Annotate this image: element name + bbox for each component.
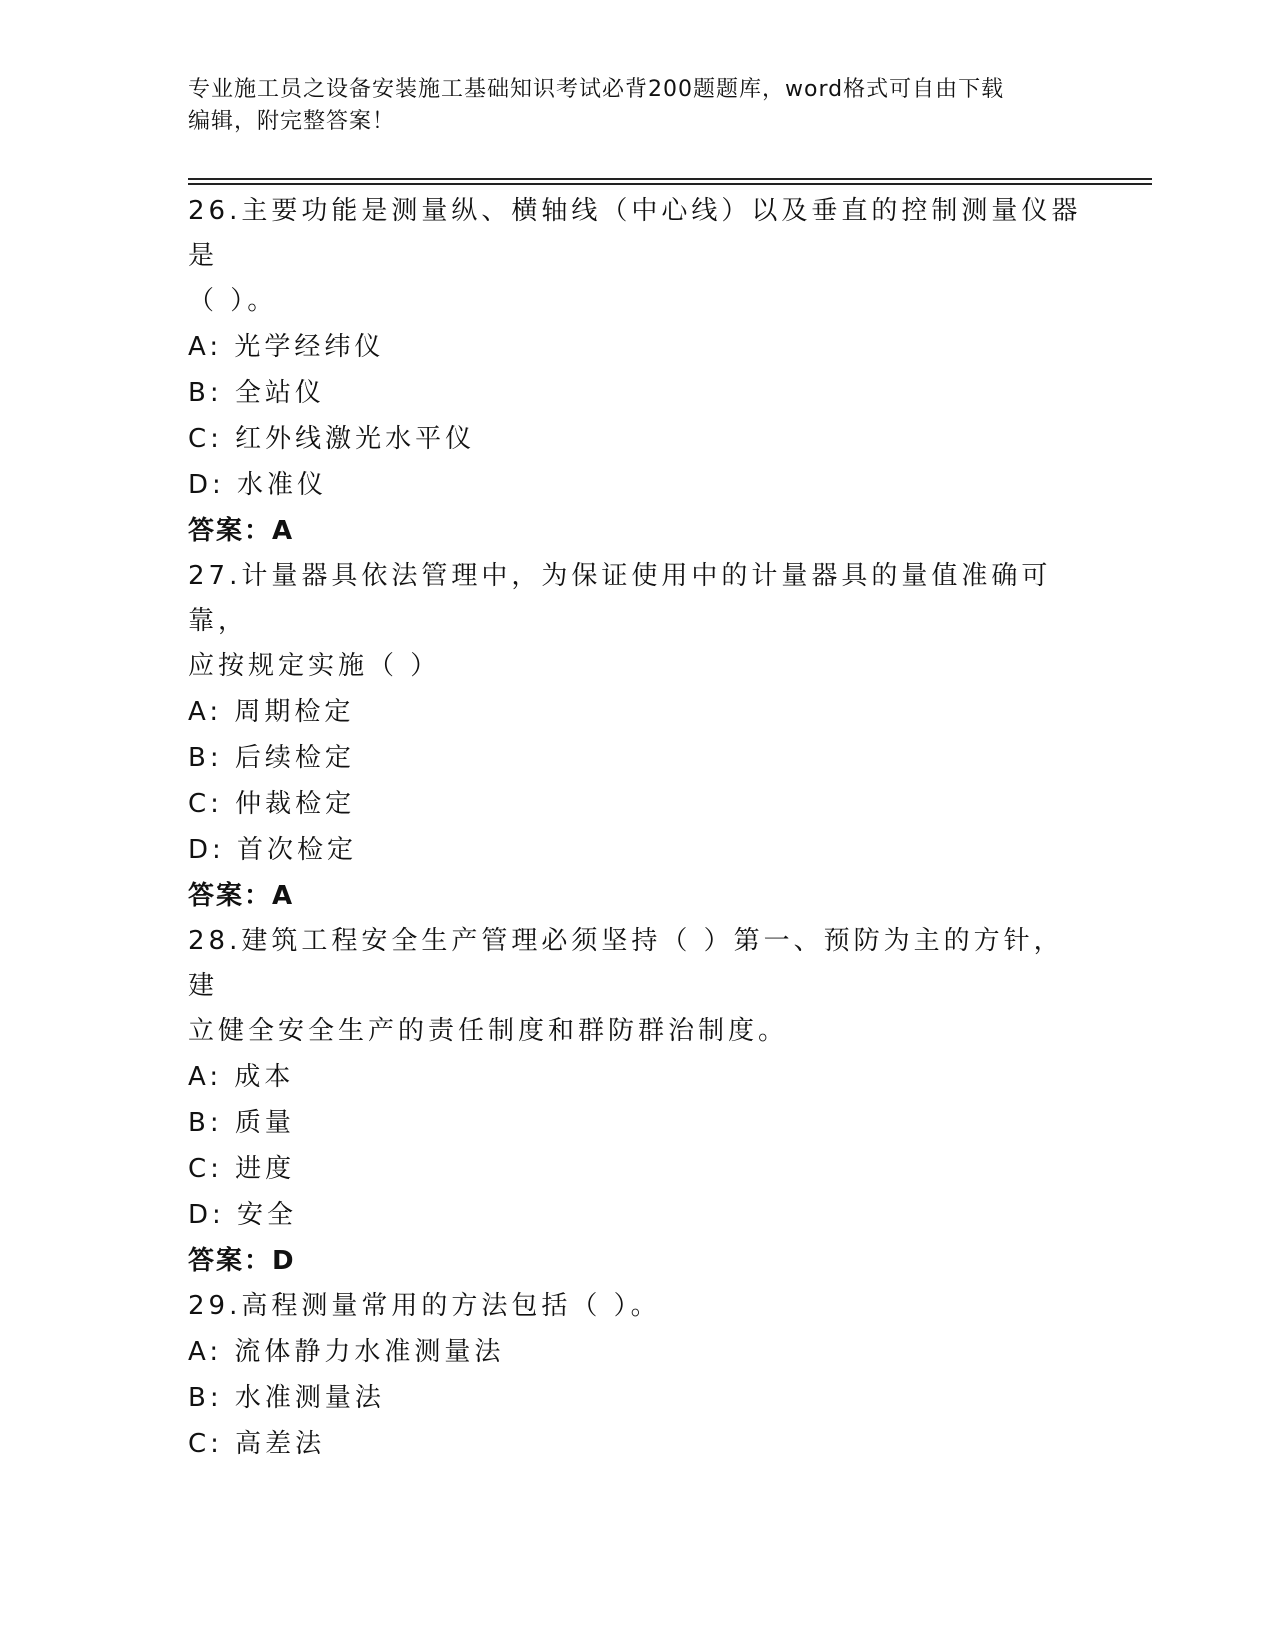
- answer: 答案：D: [188, 1246, 296, 1276]
- header-divider-top: [188, 178, 1152, 180]
- question-27: [188, 554, 1088, 919]
- header-line-2: 编辑，附完整答案！: [188, 109, 396, 134]
- option-a: A: 周期检定: [188, 697, 355, 727]
- header-divider-bottom: [188, 183, 1152, 185]
- answer: 答案：A: [188, 881, 295, 911]
- option-b: B: 水准测量法: [188, 1383, 385, 1413]
- option-a: A: 流体静力水准测量法: [188, 1337, 505, 1367]
- question-28: [188, 919, 1088, 1284]
- option-c: C: 高差法: [188, 1429, 326, 1459]
- answer: 答案：A: [188, 516, 295, 546]
- option-b: B: 质量: [188, 1108, 295, 1138]
- question-stem: 27.计量器具依法管理中，为保证使用中的计量器具的量值准确可靠，: [188, 561, 1052, 636]
- option-d: D: 水准仪: [188, 470, 328, 500]
- question-26: [188, 189, 1088, 554]
- question-stem-continued: 立健全安全生产的责任制度和群防群治制度。: [188, 1016, 789, 1046]
- question-stem-continued: 应按规定实施（ ）: [188, 651, 441, 681]
- option-a: A: 光学经纬仪: [188, 332, 385, 362]
- option-c: C: 进度: [188, 1154, 296, 1184]
- option-a: A: 成本: [188, 1062, 295, 1092]
- question-stem: 29.高程测量常用的方法包括（ ）。: [188, 1291, 661, 1321]
- header-line-1: 专业施工员之设备安装施工基础知识考试必背200题题库，word格式可自由下载: [188, 77, 1005, 102]
- option-b: B: 全站仪: [188, 378, 325, 408]
- option-c: C: 仲裁检定: [188, 789, 356, 819]
- question-stem: 26.主要功能是测量纵、横轴线（中心线）以及垂直的控制测量仪器是: [188, 196, 1082, 271]
- question-29: [188, 1284, 1088, 1467]
- option-c: C: 红外线激光水平仪: [188, 424, 476, 454]
- option-b: B: 后续检定: [188, 743, 355, 773]
- option-d: D: 首次检定: [188, 835, 358, 865]
- option-d: D: 安全: [188, 1200, 298, 1230]
- document-header: [188, 74, 1068, 138]
- question-stem-continued: （ ）。: [188, 286, 278, 316]
- question-stem: 28.建筑工程安全生产管理必须坚持（ ）第一、预防为主的方针，建: [188, 926, 1064, 1001]
